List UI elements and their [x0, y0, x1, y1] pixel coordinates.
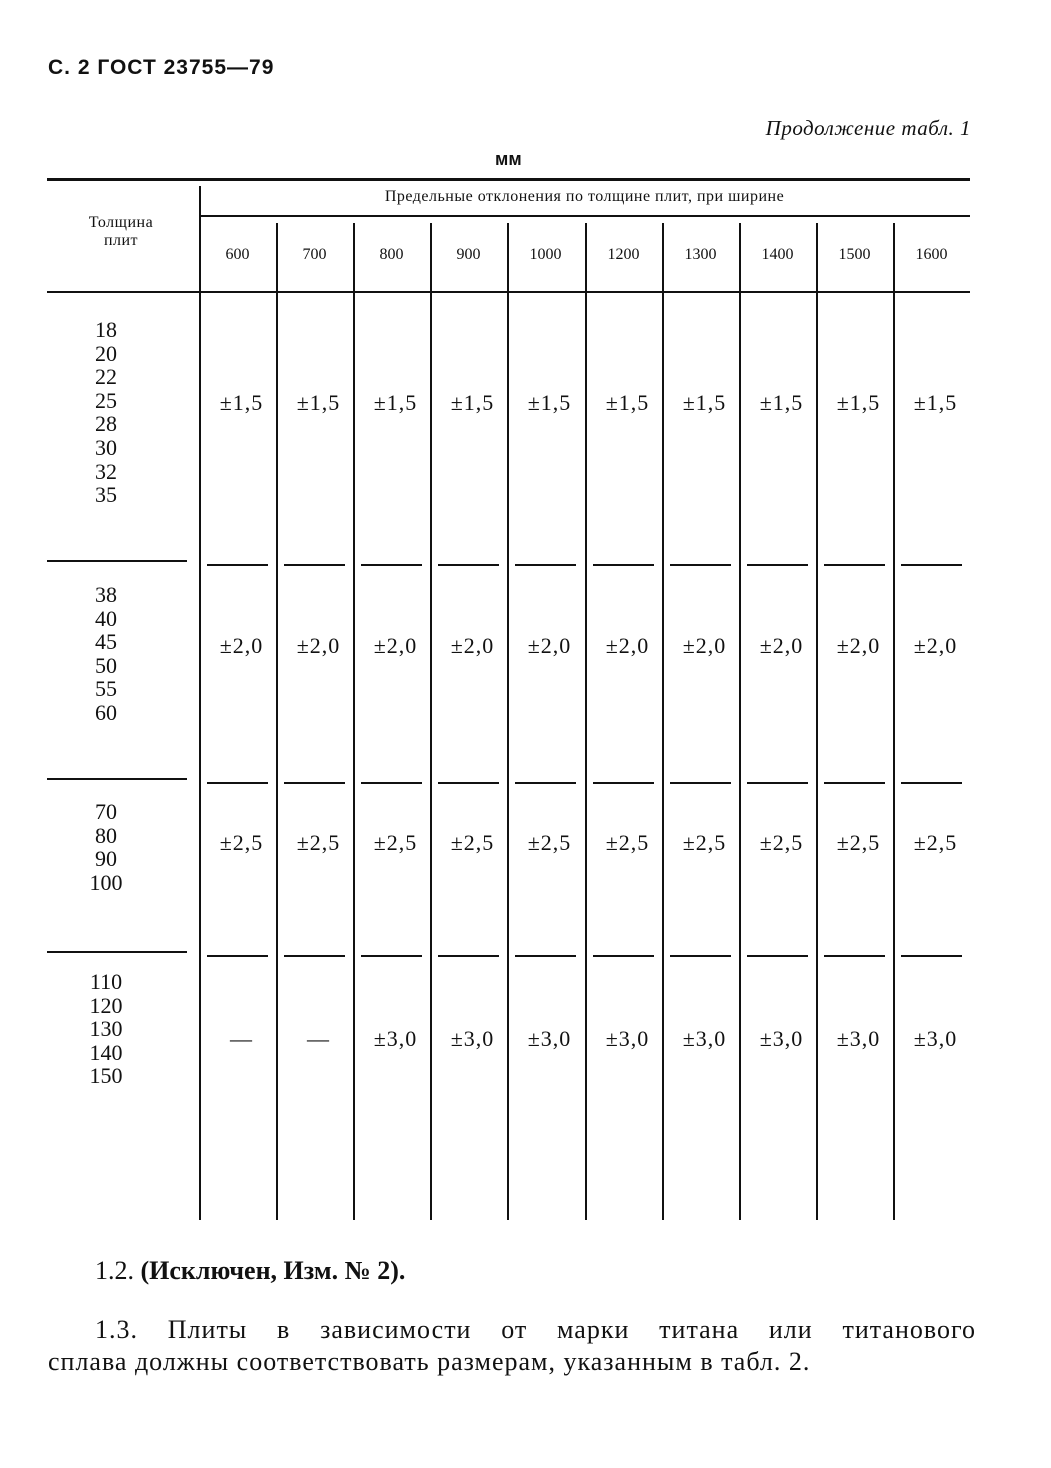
- column-divider: [739, 223, 741, 1220]
- thickness-value: 18: [95, 317, 117, 342]
- thickness-group-4: [47, 970, 165, 1088]
- group-separator: [901, 564, 962, 566]
- tolerance-value: ±2,0: [605, 633, 650, 658]
- tolerance-value: ±1,5: [913, 390, 958, 415]
- tolerance-value: ±3,0: [605, 1026, 650, 1051]
- table-top-rule: [47, 178, 970, 181]
- group-separator: [747, 564, 808, 566]
- thickness-value: 40: [95, 605, 117, 631]
- thickness-value: 32: [95, 458, 117, 484]
- paragraph-1-3-line-2: сплава должны соответствовать размерам, указанным в табл. 2.: [48, 1347, 811, 1376]
- tolerance-value: ±1,5: [450, 390, 495, 415]
- tolerance-value: ±2,0: [296, 633, 341, 658]
- paragraph-1-2-number: 1.2.: [95, 1256, 134, 1285]
- group-separator: [593, 782, 654, 784]
- group-separator: [515, 955, 576, 957]
- group-separator: [747, 955, 808, 957]
- group-separator: [670, 782, 731, 784]
- thickness-group-3: [47, 800, 165, 894]
- tolerance-value: ±2,5: [219, 830, 264, 855]
- width-header-1500: 1500: [838, 246, 871, 263]
- group-separator: [824, 564, 885, 566]
- width-span-header: Предельные отклонения по толщине плит, при ширине: [384, 188, 785, 205]
- column-divider: [430, 223, 432, 1220]
- tolerance-value: ±3,0: [759, 1026, 804, 1051]
- thickness-value: 28: [95, 411, 117, 437]
- tolerance-value: ±2,5: [373, 830, 418, 855]
- paragraph-1-3: [48, 1314, 976, 1378]
- thickness-value: 60: [95, 699, 117, 725]
- tolerance-value: ±3,0: [373, 1026, 418, 1051]
- thickness-value: 140: [89, 1039, 123, 1065]
- tolerance-value: ±2,5: [836, 830, 881, 855]
- tolerance-value: ±1,5: [759, 390, 804, 415]
- width-header-1600: 1600: [915, 246, 948, 263]
- group-separator: [47, 560, 187, 562]
- tolerance-value: ±1,5: [605, 390, 650, 415]
- width-header-800: 800: [379, 246, 404, 263]
- group-separator: [284, 955, 345, 957]
- width-header-700: 700: [302, 246, 327, 263]
- column-divider: [199, 186, 201, 1220]
- thickness-value: 120: [89, 992, 123, 1018]
- tolerance-value: ±2,5: [527, 830, 572, 855]
- group-separator: [284, 564, 345, 566]
- thickness-header-line-2: плит: [103, 232, 139, 249]
- group-separator: [438, 782, 499, 784]
- group-separator: [438, 564, 499, 566]
- tolerance-value: ±2,0: [682, 633, 727, 658]
- tolerance-value: ±2,0: [527, 633, 572, 658]
- width-header-1000: 1000: [529, 246, 562, 263]
- thickness-value: 55: [95, 676, 117, 702]
- column-divider: [585, 223, 587, 1220]
- thickness-value: 80: [95, 822, 117, 848]
- thickness-value: 50: [95, 652, 117, 678]
- tolerance-value: ±1,5: [682, 390, 727, 415]
- tolerance-value: ±1,5: [296, 390, 341, 415]
- group-separator: [824, 782, 885, 784]
- width-header-900: 900: [456, 246, 481, 263]
- group-separator: [207, 955, 268, 957]
- thickness-value: 100: [89, 869, 123, 895]
- tolerance-value: ±2,0: [759, 633, 804, 658]
- group-separator: [284, 782, 345, 784]
- thickness-header-line-1: Толщина: [88, 214, 154, 231]
- span-header-rule: [199, 215, 970, 217]
- tolerance-value: —: [230, 1026, 253, 1051]
- thickness-value: 90: [95, 846, 117, 872]
- tolerance-value: ±2,0: [450, 633, 495, 658]
- group-separator: [47, 778, 187, 780]
- group-separator: [824, 955, 885, 957]
- tolerance-value: ±3,0: [527, 1026, 572, 1051]
- tolerance-value: ±2,0: [913, 633, 958, 658]
- tolerance-value: ±3,0: [682, 1026, 727, 1051]
- tolerance-value: ±2,5: [759, 830, 804, 855]
- tolerance-value: ±2,5: [682, 830, 727, 855]
- tolerance-value: ±1,5: [219, 390, 264, 415]
- width-header-600: 600: [225, 246, 250, 263]
- group-separator: [593, 955, 654, 957]
- paragraph-1-2: [95, 1256, 405, 1286]
- tolerance-value: ±1,5: [836, 390, 881, 415]
- column-divider: [662, 223, 664, 1220]
- tolerance-value: ±2,5: [605, 830, 650, 855]
- group-separator: [593, 564, 654, 566]
- group-separator: [438, 955, 499, 957]
- group-separator: [901, 955, 962, 957]
- tolerance-value: ±3,0: [450, 1026, 495, 1051]
- group-separator: [361, 782, 422, 784]
- tolerance-value: ±2,0: [219, 633, 264, 658]
- group-separator: [515, 782, 576, 784]
- tolerance-value: —: [307, 1026, 330, 1051]
- tolerance-value: ±1,5: [527, 390, 572, 415]
- group-separator: [670, 955, 731, 957]
- tolerance-value: ±3,0: [836, 1026, 881, 1051]
- group-separator: [670, 564, 731, 566]
- tolerance-value: ±3,0: [913, 1026, 958, 1051]
- tolerance-value: ±2,0: [373, 633, 418, 658]
- tolerance-value: ±1,5: [373, 390, 418, 415]
- group-separator: [747, 782, 808, 784]
- group-separator: [361, 564, 422, 566]
- thickness-column-header: [47, 214, 195, 250]
- group-separator: [207, 564, 268, 566]
- thickness-value: 150: [89, 1063, 123, 1089]
- width-header-1300: 1300: [684, 246, 717, 263]
- thickness-value: 20: [95, 340, 117, 366]
- width-header-1400: 1400: [761, 246, 794, 263]
- group-separator: [901, 782, 962, 784]
- thickness-value: 130: [89, 1016, 123, 1042]
- tolerance-value: ±2,0: [836, 633, 881, 658]
- tolerance-value: ±2,5: [450, 830, 495, 855]
- thickness-group-1: [47, 318, 165, 507]
- table-continuation-label: Продолжение табл. 1: [765, 116, 971, 140]
- thickness-value: 35: [95, 482, 117, 508]
- column-divider: [276, 223, 278, 1220]
- column-divider: [816, 223, 818, 1220]
- group-separator: [361, 955, 422, 957]
- thickness-group-2: [47, 583, 165, 725]
- group-separator: [207, 782, 268, 784]
- column-divider: [507, 223, 509, 1220]
- thickness-value: 22: [95, 364, 117, 390]
- column-divider: [353, 223, 355, 1220]
- thickness-value: 38: [95, 582, 117, 607]
- paragraph-1-2-text: (Исключен, Изм. № 2).: [140, 1256, 406, 1285]
- column-divider: [893, 223, 895, 1220]
- thickness-value: 25: [95, 387, 117, 413]
- thickness-value: 45: [95, 629, 117, 655]
- unit-label: мм: [495, 149, 522, 169]
- tolerance-value: ±2,5: [913, 830, 958, 855]
- tolerance-value: ±2,5: [296, 830, 341, 855]
- width-header-1200: 1200: [607, 246, 640, 263]
- page-header: С. 2 ГОСТ 23755—79: [48, 56, 275, 79]
- paragraph-1-3-line-1: 1.3. Плиты в зависимости от марки титана или титанового: [95, 1315, 976, 1344]
- thickness-value: 110: [89, 969, 123, 994]
- thickness-value: 30: [95, 434, 117, 460]
- group-separator: [515, 564, 576, 566]
- thickness-value: 70: [95, 799, 117, 824]
- tolerance-table: [47, 178, 970, 1220]
- group-separator: [47, 951, 187, 953]
